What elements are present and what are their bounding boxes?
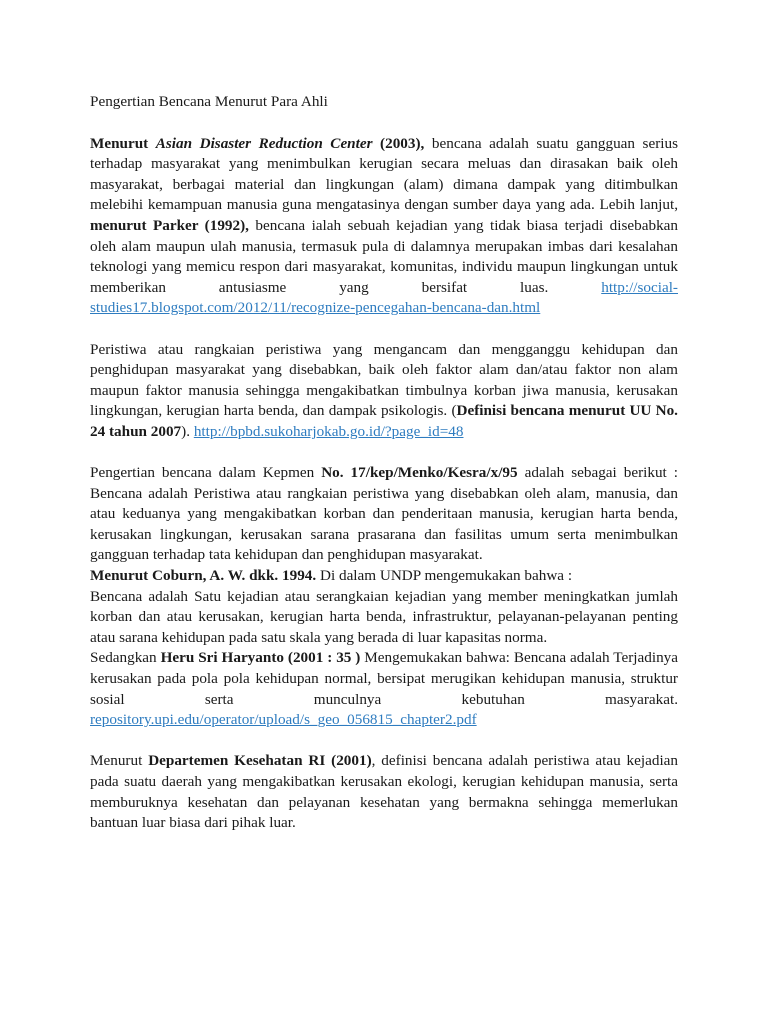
paragraph-uu-definition: [90, 340, 678, 443]
year-text: (2003),: [372, 134, 425, 152]
organization-name: Asian Disaster Reduction Center: [155, 134, 373, 152]
body-text: Menurut: [90, 752, 149, 770]
paragraph-depkes: [90, 751, 678, 833]
paragraph-asian-disaster: [90, 134, 678, 319]
coburn-reference: Menurut Coburn, A. W. dkk. 1994.: [90, 567, 317, 585]
body-text: , definisi bencana adalah peristiwa atau kejadian pada suatu daerah yang mengakibatkan kerusakan ekologi, kerugian kehidupan manusia, serta memburuknya kesehatan dan pelayanan kesehatan yang bermakna sehingga memerlukan bantuan luar biasa dari pihak luar.: [90, 752, 678, 832]
source-link-social-studies[interactable]: http://social-studies17.blogspot.com/2012/11/recognize-pencegahan-bencana-dan.html: [90, 278, 678, 317]
heru-reference: Heru Sri Haryanto (2001 : 35 ): [160, 649, 361, 667]
paragraph-coburn: [90, 566, 678, 587]
body-text: Di dalam UNDP mengemukakan bahwa :: [316, 567, 573, 585]
paragraph-heru: [90, 648, 678, 730]
lead-text: Menurut: [90, 134, 156, 152]
body-text: adalah sebagai berikut : Bencana adalah Peristiwa atau rangkaian peristiwa yang disebabkan oleh alam, manusia, dan atau keduanya yang mengakibatkan korban dan penderitaan manusia, kerugian harta benda, kerusakan lingkungan, kerusakan sarana prasarana dan fasilitas umum serta menimbulkan gangguan terhadap tata kehidupan dan penghidupan masyarakat.: [90, 464, 678, 564]
body-text: bencana ialah sebuah kejadian yang tidak biasa terjadi disebabkan oleh alam maupun ulah manusia, termasuk pula di dalamnya merupakan imbas dari kesalahan teknologi yang memicu respon dari masyarakat, komunitas, individu maupun lingkungan untuk memberikan antusiasme yang bersifat luas.: [90, 216, 678, 296]
source-link-bpbd[interactable]: http://bpbd.sukoharjokab.go.id/?page_id=48: [193, 422, 464, 440]
body-text: Sedangkan: [90, 649, 161, 667]
body-text: Peristiwa atau rangkaian peristiwa yang mengancam dan mengganggu kehidupan dan penghidupan masyarakat yang disebabkan, baik oleh faktor alam dan/atau faktor non alam maupun faktor manusia sehingga mengakibatkan timbulnya korban jiwa manusia, kerusakan lingkungan, kerugian harta benda, dan dampak psikologis. (: [90, 340, 678, 420]
document-title: Pengertian Bencana Menurut Para Ahli: [90, 93, 328, 110]
document-body: [90, 92, 678, 834]
body-text: ).: [181, 422, 194, 440]
source-link-repository-upi[interactable]: repository.upi.edu/operator/upload/s_geo_056815_chapter2.pdf: [90, 711, 477, 729]
paragraph-kepmen: [90, 463, 678, 566]
body-text: bencana adalah suatu gangguan serius terhadap masyarakat yang menimbulkan kerugian secara meluas dan dirasakan baik oleh masyarakat, berbagai material dan lingkungan (alam) dimana dampak yang ditimbulkan melebihi kemampuan manusia guna mengatasinya dengan sumber daya yang ada. Lebih lanjut,: [90, 134, 678, 214]
uu-definition-reference: Definisi bencana menurut UU No. 24 tahun 2007: [90, 402, 678, 440]
body-text: Bencana adalah Satu kejadian atau serangkaian kejadian yang member meningkatkan jumlah korban dan atau kerusakan, kerugian harta benda, infrastruktur, pelayanan-pelayanan penting atau sarana kehidupan pada satu skala yang berada di luar kapasitas norma.: [90, 587, 678, 646]
kepmen-number: No. 17/kep/Menko/Kesra/x/95: [321, 464, 518, 482]
paragraph-undp: [90, 587, 678, 649]
body-text: Mengemukakan bahwa: Bencana adalah Terjadinya kerusakan pada pola pola kehidupan normal, bersipat merugikan kehidupan manusia, struktur sosial serta munculnya kebutuhan masyarakat.: [90, 649, 678, 708]
parker-reference: menurut Parker (1992),: [90, 216, 249, 234]
depkes-reference: Departemen Kesehatan RI (2001): [148, 752, 372, 770]
body-text: Pengertian bencana dalam Kepmen: [90, 464, 322, 482]
